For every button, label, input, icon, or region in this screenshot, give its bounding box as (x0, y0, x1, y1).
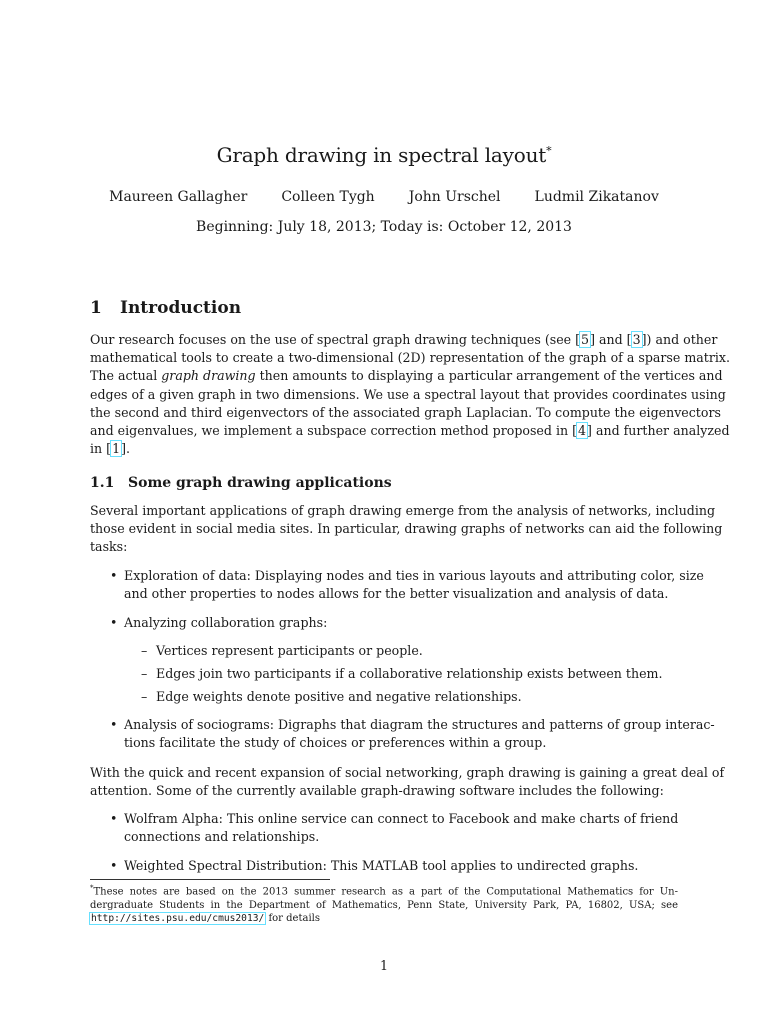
dash-icon: – (141, 643, 148, 658)
subsection-heading-applications (90, 475, 392, 491)
citation-link-5[interactable]: 5 (581, 332, 590, 347)
section-heading-introduction (90, 298, 241, 318)
author-name: John Urschel (408, 189, 501, 205)
intro-paragraph: Our research focuses on the use of spectral graph drawing techniques (see [5] and [3]) and other mathematical tools to create a two-dimensional (2D) representation of the graph of a sparse matrix. The actual graph drawing then amounts to displaying a particular arrangement of the vertices and edges of a given graph in two dimensions. We use a spectral layout that provides coordinates using the second and third eigenvectors of the associated graph Laplacian. To compute the eigenvectors and eigenvalues, we implement a subspace correction method proposed in [4] and further analyzed in [1]. (90, 332, 730, 457)
bullet-icon: • (110, 717, 118, 732)
sub-item: – Edge weights denote positive and negative relationships. (141, 689, 522, 704)
title-footnote-mark: * (546, 144, 552, 158)
sub-item: – Vertices represent participants or people. (141, 643, 423, 658)
footnote-url-link[interactable]: http://sites.psu.edu/cmus2013/ (91, 913, 265, 925)
footnote: *These notes are based on the 2013 summer research as a part of the Computational Mathematics for Un- dergraduate Students in the Department of Mathematics, Penn State, University Park, PA, 16802, USA; see http://sites.psu.edu/cmus2013/ for details (90, 884, 678, 925)
section-title: Introduction (120, 298, 242, 318)
software-paragraph: With the quick and recent expansion of social networking, graph drawing is gaining a great deal of attention. Some of the currently available graph-drawing software includes the following: (90, 765, 725, 799)
dash-icon: – (141, 666, 148, 681)
title-text: Graph drawing in spectral layout (216, 143, 547, 167)
section-number: 1 (90, 298, 102, 318)
paper-title (0, 143, 768, 167)
citation-link-1[interactable]: 1 (112, 441, 121, 457)
page-number: 1 (379, 958, 388, 973)
emphasis-text: graph drawing (161, 368, 256, 384)
applications-paragraph: Several important applications of graph drawing emerge from the analysis of networks, including those evident in social media sites. In particular, drawing graphs of networks can aid the following tasks: (90, 503, 723, 555)
bullet-icon: • (110, 615, 118, 630)
author-name: Maureen Gallagher (109, 189, 248, 205)
bullet-icon: • (110, 568, 118, 583)
date-line: Beginning: July 18, 2013; Today is: October 12, 2013 (196, 219, 572, 235)
citation-link-4[interactable]: 4 (578, 423, 587, 439)
dash-icon: – (141, 689, 148, 704)
footnote-mark: * (90, 884, 94, 892)
author-list (0, 189, 768, 205)
bullet-icon: • (110, 858, 118, 873)
subsection-number: 1.1 (90, 475, 115, 491)
paper-page: Graph drawing in spectral layout* Maureen Gallagher Colleen Tygh John Urschel Ludmil Zikatanov Beginning: July 18, 2013; Today is: October 12, 2013 1 Introduction Our research focuses on the use of spectral graph drawing techniques (see [5] and [3]) and other mathematical tools to create a two-dimensional (2D) representation of the graph of a sparse matrix. The actual graph drawing then amounts to displaying a particular arrangement of the vertices and edges of a given graph in two dimensions. We use a spectral layout that provides coordinates using the second and third eigenvectors of the associated graph Laplacian. To compute the eigenvectors and eigenvalues, we implement a subspace correction method proposed in [4] and further analyzed in [1]. 1.1 Some graph drawing applications Several important applications of graph drawing emerge from the analysis of networks, including those evident in social media sites. In particular, drawing graphs of networks can aid the following tasks: • Exploration of data: Displaying nodes and ties in various layouts and attributing color, size and other properties to nodes allows for the better visualization and analysis of data. • Analyzing collaboration graphs: – Vertices represent participants or people. – Edges join two participants if a collaborative relationship exists between them. – Edge weights denote positive and negative relationships. • Analysis of sociograms: Digraphs that diagram the structures and patterns of group interac- tions facilitate the study of choices or preferences within a group. With the quick and recent expansion of social networking, graph drawing is gaining a great deal of attention. Some of the currently available graph-drawing software includes the following: • Wolfram Alpha: This online service can connect to Facebook and make charts of friend connections and relationships. • Weighted Spectral Distribution: This MATLAB tool applies to undirected graphs. *These notes are based on the 2013 summer research as a part of the Computational Mathematics for Un- dergraduate Students in the Department of Mathematics, Penn State, University Park, PA, 16802, USA; see http://sites.psu.edu/cmus2013/ for details 1 (0, 0, 768, 1024)
subsection-title: Some graph drawing applications (128, 475, 392, 491)
footnote-divider (90, 879, 330, 880)
sub-item: – Edges join two participants if a collaborative relationship exists between them. (141, 666, 663, 681)
bullet-icon: • (110, 811, 118, 826)
author-name: Ludmil Zikatanov (534, 189, 659, 205)
author-name: Colleen Tygh (281, 189, 375, 205)
citation-link-3[interactable]: 3 (632, 332, 641, 347)
